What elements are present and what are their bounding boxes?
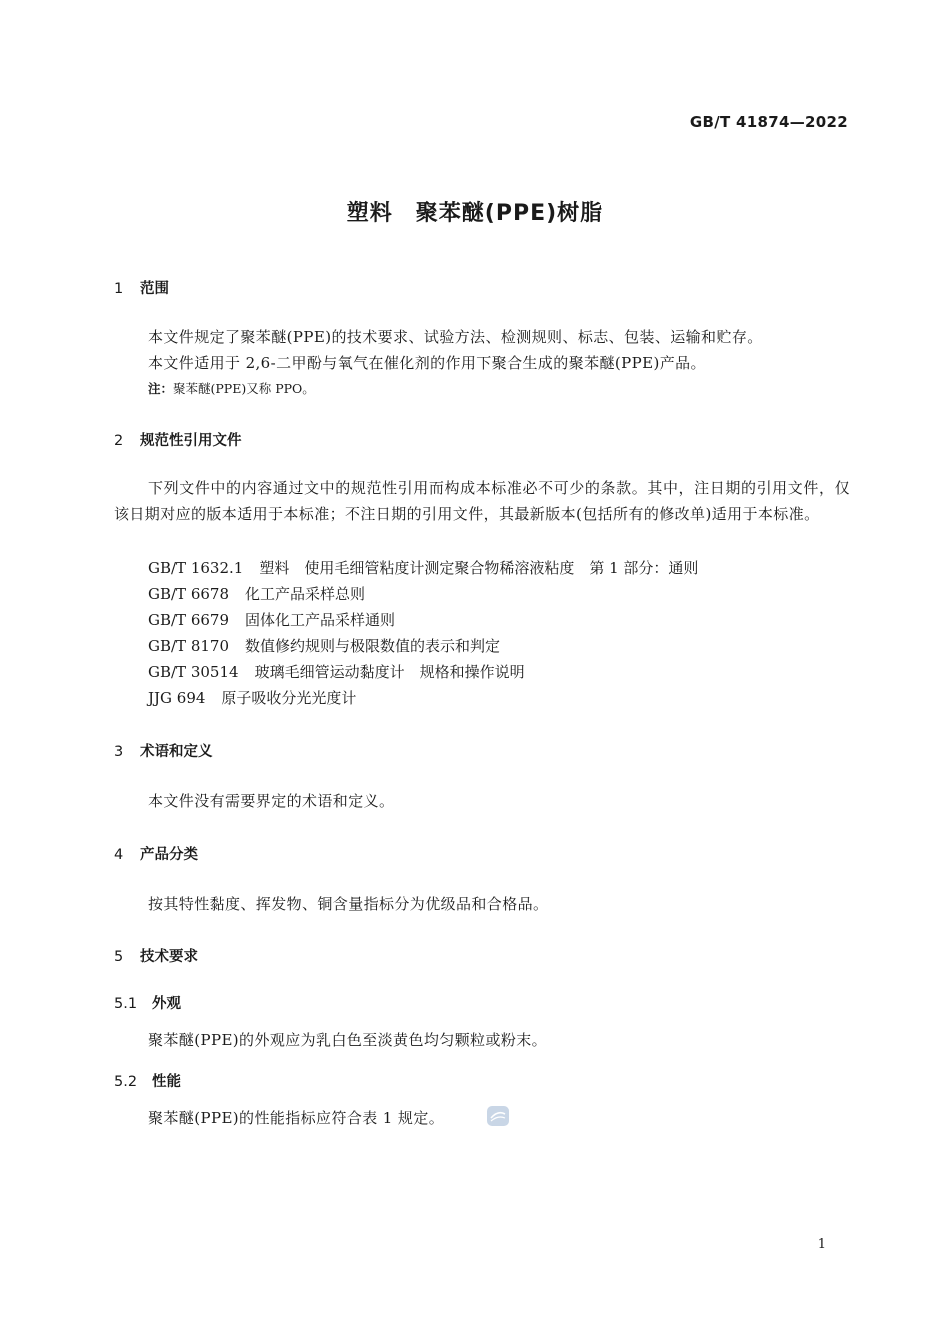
note-text: 聚苯醚(PPE)又称 PPO。 xyxy=(173,381,315,396)
reference-item xyxy=(148,687,356,708)
section-4-heading xyxy=(114,843,198,864)
page-number: 1 xyxy=(817,1237,826,1252)
section-2-heading xyxy=(114,429,242,450)
reference-code: GB/T 6678 xyxy=(148,585,230,603)
reference-title: 数值修约规则与极限数值的表示和判定 xyxy=(245,637,501,655)
section-3-heading xyxy=(114,740,213,761)
paragraph: 下列文件中的内容通过文中的规范性引用而构成本标准必不可少的条款。其中，注日期的引用文件，仅该日期对应的版本适用于本标准；不注日期的引用文件，其最新版本(包括所有的修改单)适用于本标准。 xyxy=(114,479,850,523)
paragraph: 按其特性黏度、挥发物、铜含量指标分为优级品和合格品。 xyxy=(148,895,549,913)
reference-item xyxy=(148,557,698,578)
paragraph: 本文件适用于 2,6-二甲酚与氧气在催化剂的作用下聚合生成的聚苯醚(PPE)产品。 xyxy=(148,354,706,372)
reference-code: GB/T 30514 xyxy=(148,663,239,681)
section-number: 5.1 xyxy=(114,996,138,1012)
reference-code: GB/T 6679 xyxy=(148,611,230,629)
section-title: 技术要求 xyxy=(140,949,198,965)
paragraph: 本文件没有需要界定的术语和定义。 xyxy=(148,792,395,810)
reference-code: GB/T 1632.1 xyxy=(148,559,244,577)
note xyxy=(148,379,315,397)
section-number: 5.2 xyxy=(114,1074,138,1090)
section-title: 性能 xyxy=(152,1074,181,1090)
sac-watermark-icon xyxy=(486,1105,510,1127)
section-title: 范围 xyxy=(140,281,169,297)
reference-title: 固体化工产品采样通则 xyxy=(245,611,396,629)
reference-code: JJG 694 xyxy=(148,689,206,707)
reference-item xyxy=(148,661,525,682)
section-title: 规范性引用文件 xyxy=(140,433,242,449)
reference-title: 原子吸收分光光度计 xyxy=(221,689,357,707)
reference-code: GB/T 8170 xyxy=(148,637,230,655)
section-number: 3 xyxy=(114,744,124,760)
section-title: 产品分类 xyxy=(140,847,198,863)
document-title: 塑料 聚苯醚(PPE)树脂 xyxy=(346,201,604,226)
section-title: 外观 xyxy=(152,996,181,1012)
subsection-5-1-heading xyxy=(114,992,181,1013)
section-number: 4 xyxy=(114,847,124,863)
reference-item xyxy=(148,583,365,604)
reference-item xyxy=(148,635,500,656)
section-number: 2 xyxy=(114,433,124,449)
section-number: 1 xyxy=(114,281,124,297)
paragraph: 聚苯醚(PPE)的外观应为乳白色至淡黄色均匀颗粒或粉末。 xyxy=(148,1031,548,1049)
reference-title: 化工产品采样总则 xyxy=(245,585,366,603)
reference-title: 塑料 使用毛细管粘度计测定聚合物稀溶液粘度 第 1 部分：通则 xyxy=(259,559,699,577)
subsection-5-2-heading xyxy=(114,1070,181,1091)
section-title: 术语和定义 xyxy=(140,744,213,760)
section-number: 5 xyxy=(114,949,124,965)
section-5-heading xyxy=(114,945,198,966)
paragraph: 本文件规定了聚苯醚(PPE)的技术要求、试验方法、检测规则、标志、包装、运输和贮存。 xyxy=(148,328,763,346)
reference-title: 玻璃毛细管运动黏度计 规格和操作说明 xyxy=(254,663,525,681)
standard-code: GB/T 41874—2022 xyxy=(689,113,848,131)
reference-item xyxy=(148,609,395,630)
section-1-heading xyxy=(114,277,169,298)
paragraph: 聚苯醚(PPE)的性能指标应符合表 1 规定。 xyxy=(148,1109,445,1127)
note-label: 注： xyxy=(148,381,174,396)
